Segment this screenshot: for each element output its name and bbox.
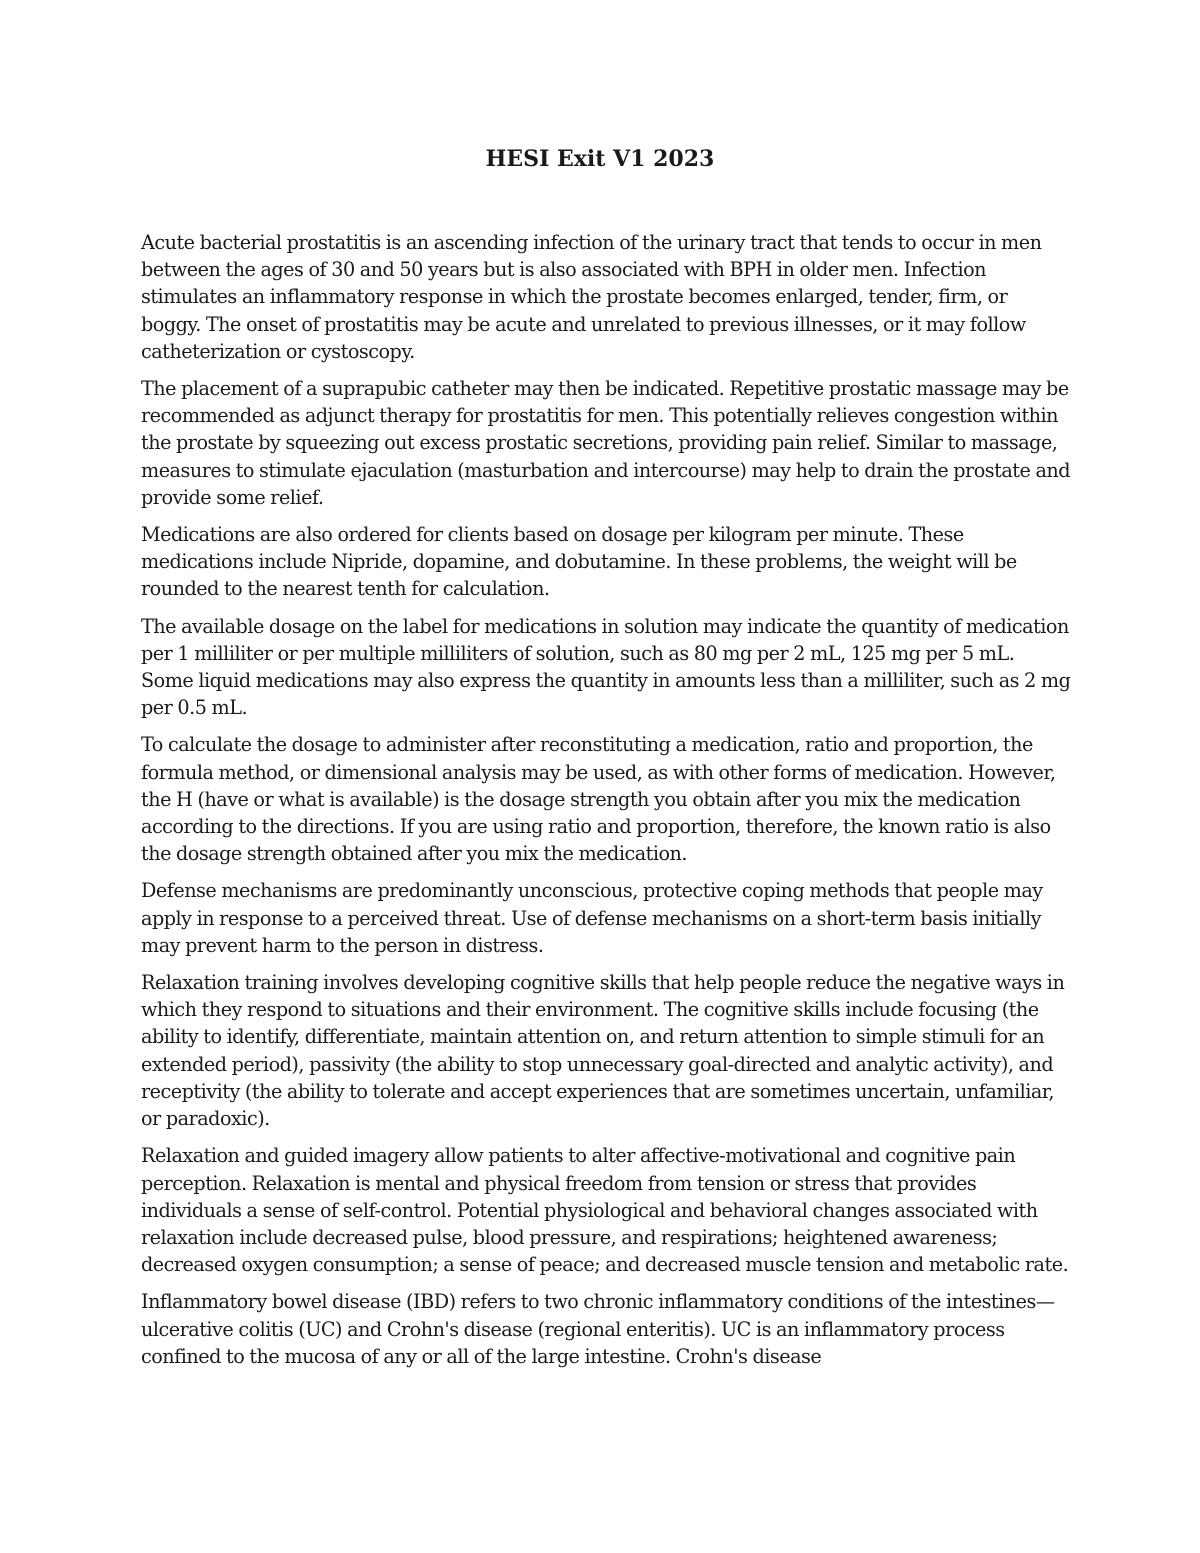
paragraph-solution-dosage: The available dosage on the label for medications in solution may indicate the quantity of medication per 1 milliliter or per multiple milliliters of solution, such as 80 mg per 2 mL, 125 mg per 5 mL. Some liquid medications may also express the quantity in amounts less than a milliliter, such as 2 mg per 0.5 mL. <box>141 614 1071 720</box>
paragraph-reconstitution: To calculate the dosage to administer after reconstituting a medication, ratio and proportion, the formula method, or dimensional analysis may be used, as with other forms of medication. However, the H (have or what is available) is the dosage strength you obtain after you mix the medication according to the directions. If you are using ratio and proportion, therefore, the known ratio is also the dosage strength obtained after you mix the medication. <box>141 733 1056 866</box>
paragraph-medication-dosage: Medications are also ordered for clients based on dosage per kilogram per minute. These medications include Nipride, dopamine, and dobutamine. In these problems, the weight will be rounded to the nearest tenth for calculation. <box>141 523 1017 601</box>
page-title: HESI Exit V1 2023 <box>485 146 715 172</box>
paragraph-guided-imagery: Relaxation and guided imagery allow patients to alter affective-motivational and cognitive pain perception. Relaxation is mental and physical freedom from tension or stress that provides individuals a sense of self-control. Potential physiological and behavioral changes associated with relaxation include decreased pulse, blood pressure, and respirations; heightened awareness; decreased oxygen consumption; a sense of peace; and decreased muscle tension and metabolic rate. <box>141 1144 1069 1277</box>
paragraph-relaxation-training: Relaxation training involves developing cognitive skills that help people reduce the negative ways in which they respond to situations and their environment. The cognitive skills include focusing (the ability to identify, differentiate, maintain attention on, and return attention to simple stimuli for an extended period), passivity (the ability to stop unnecessary goal-directed and analytic activity), and receptivity (the ability to tolerate and accept experiences that are sometimes uncertain, unfamiliar, or paradoxic). <box>141 971 1065 1131</box>
paragraph-suprapubic-catheter: The placement of a suprapubic catheter may then be indicated. Repetitive prostatic massage may be recommended as adjunct therapy for prostatitis for men. This potentially relieves congestion within the prostate by squeezing out excess prostatic secretions, providing pain relief. Similar to massage, measures to stimulate ejaculation (masturbation and intercourse) may help to drain the prostate and provide some relief. <box>141 377 1071 509</box>
paragraph-defense-mechanisms: Defense mechanisms are predominantly unconscious, protective coping methods that people may apply in response to a perceived threat. Use of defense mechanisms on a short-term basis initially may prevent harm to the person in distress. <box>141 879 1043 957</box>
paragraph-ibd: Inflammatory bowel disease (IBD) refers to two chronic inflammatory conditions of the intestines—ulcerative colitis (UC) and Crohn's disease (regional enteritis). UC is an inflammatory process confined to the mucosa of any or all of the large intestine. Crohn's disease <box>141 1290 1055 1368</box>
paragraph-prostatitis: Acute bacterial prostatitis is an ascending infection of the urinary tract that tends to occur in men between the ages of 30 and 50 years but is also associated with BPH in older men. Infection stimulates an inflammatory response in which the prostate becomes enlarged, tender, firm, or boggy. The onset of prostatitis may be acute and unrelated to previous illnesses, or it may follow catheterization or cystoscopy. <box>141 231 1042 363</box>
document-body <box>141 229 1071 1380</box>
